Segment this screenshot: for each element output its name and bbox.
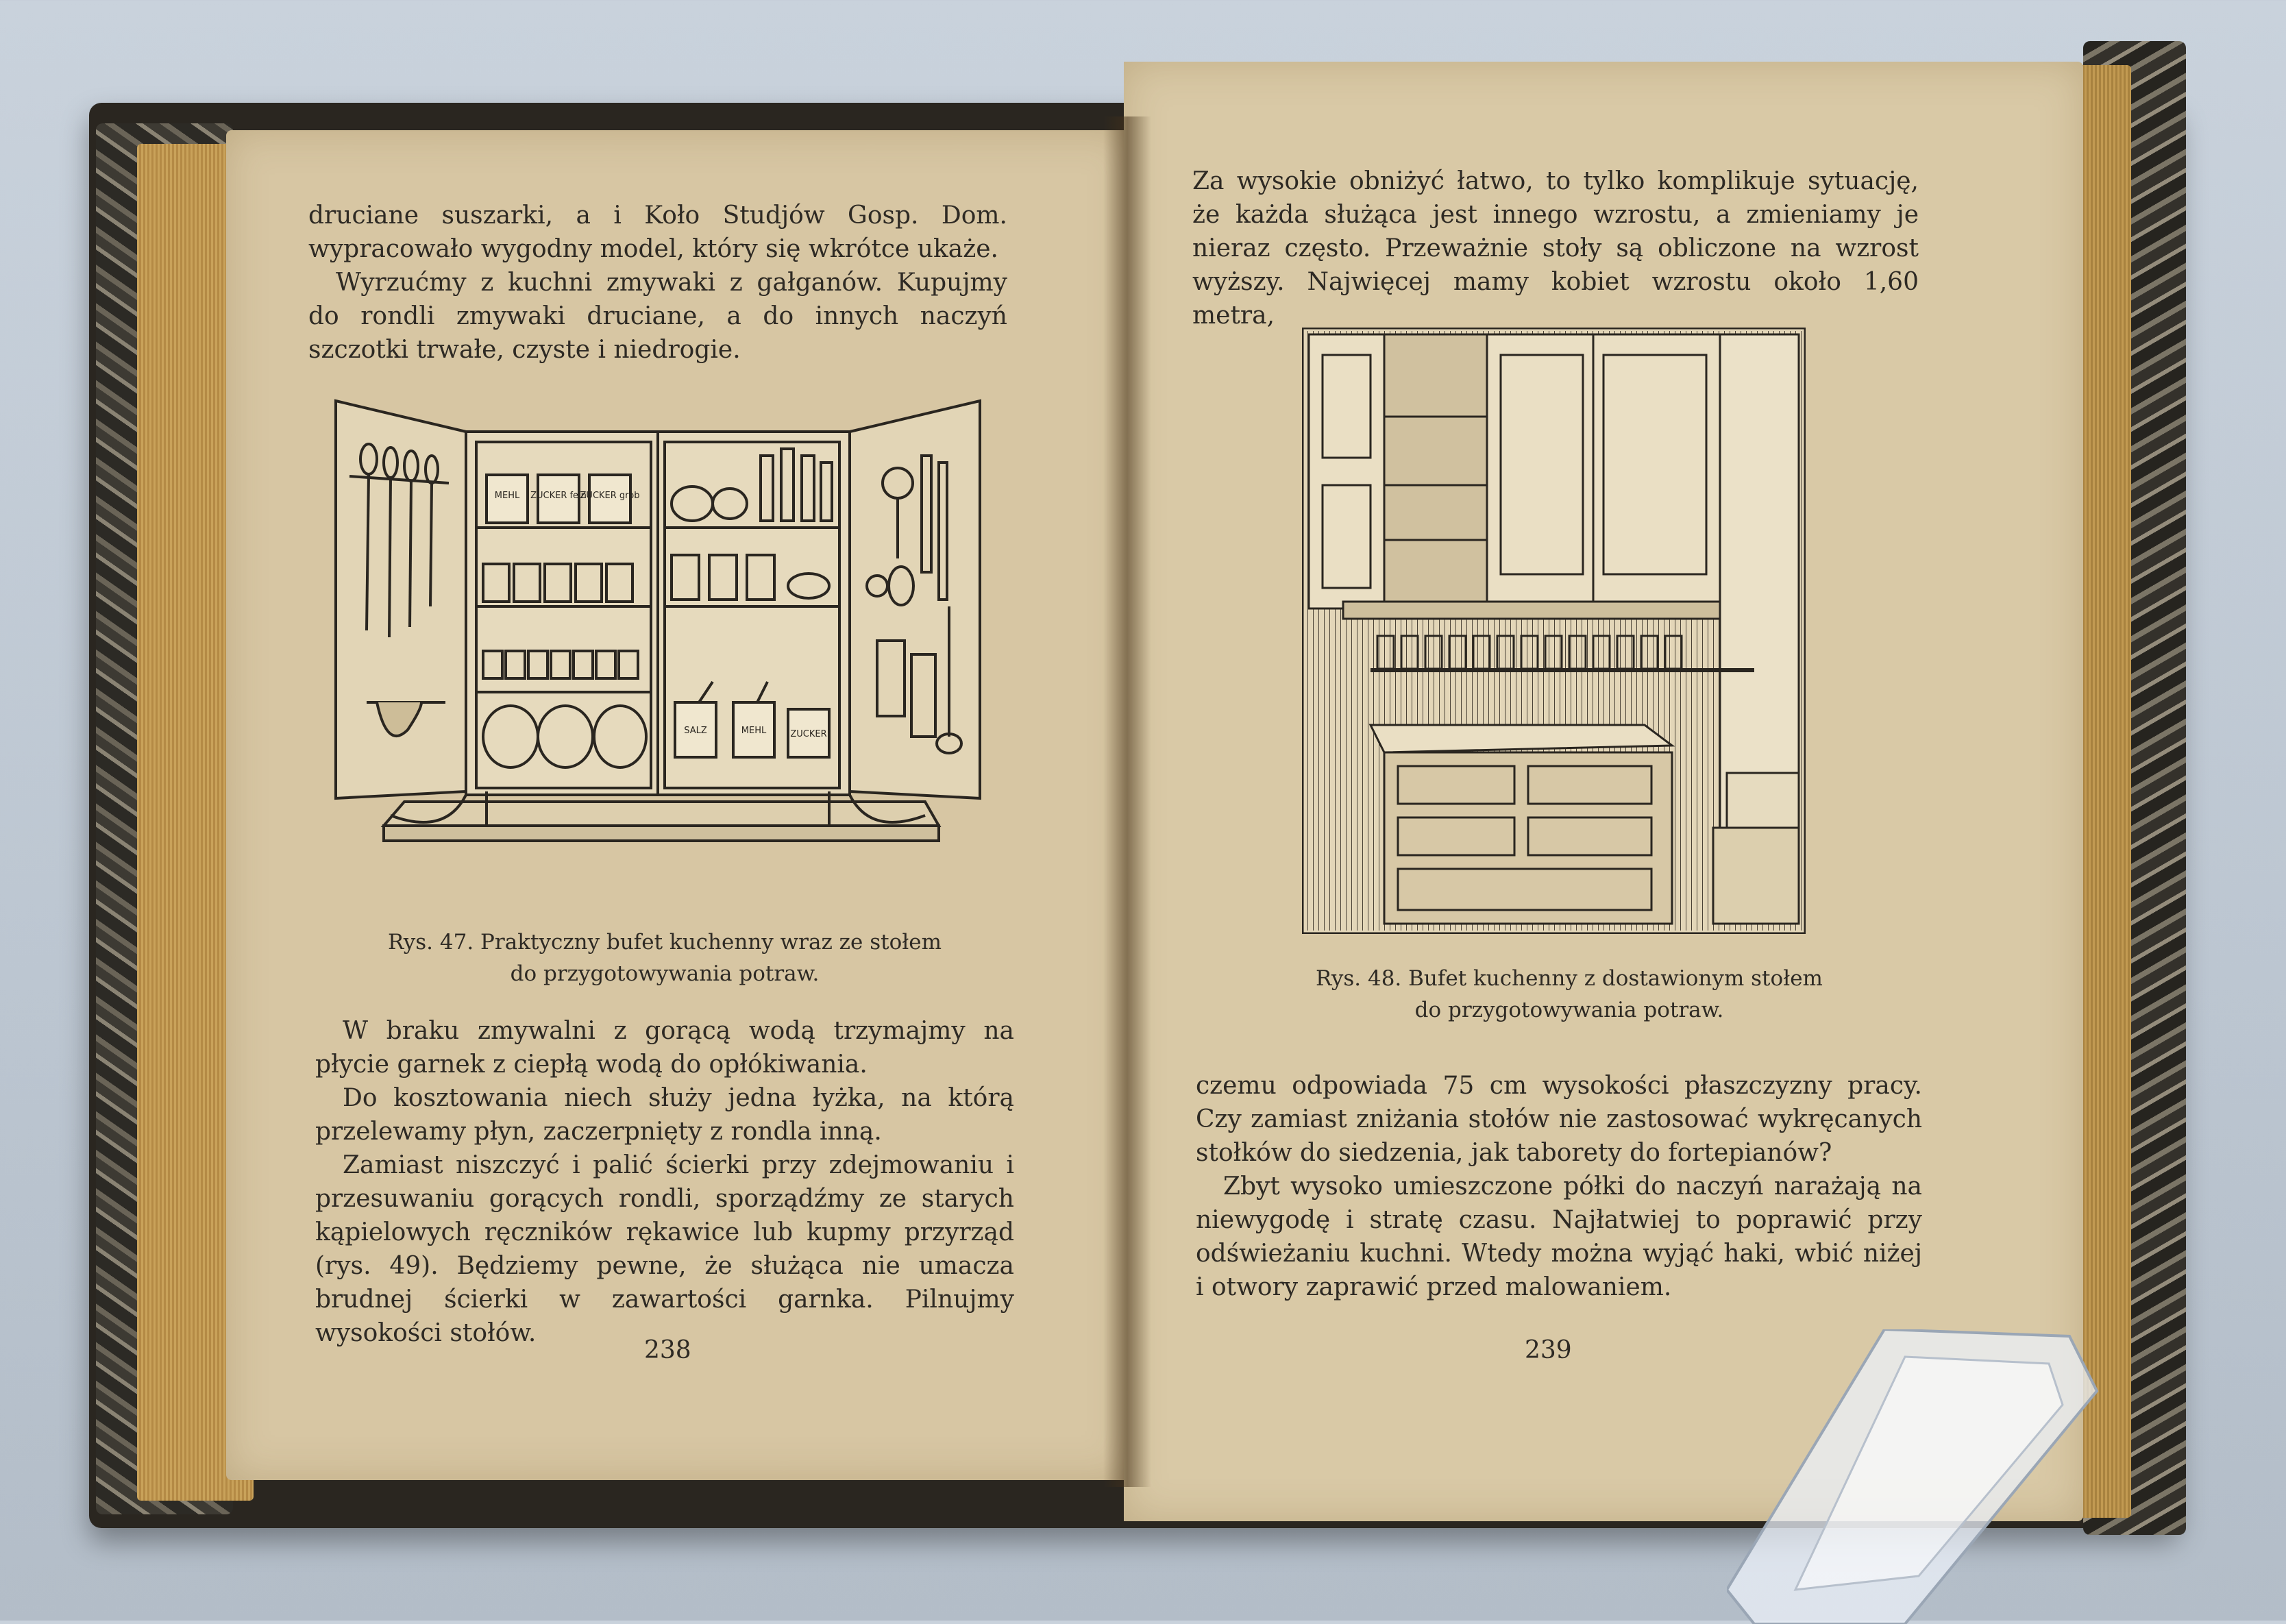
caption-line: do przygotowywania potraw.: [510, 961, 820, 986]
paragraph: Zamiast niszczyć i palić ścierki przy zdejmowaniu i przesuwaniu gorących rondli, sporządźmy ze starych kąpielowych ręczników rękawice lub kupmy przyrząd (rys. 49). Będziemy pewne, że służąca nie umacza brudnej ścierki w zawartości garnka. Pilnujmy wysokości stołów.: [315, 1151, 1014, 1347]
paragraph: Wyrzućmy z kuchni zmywaki z gałganów. Kupujmy do rondli zmywaki druciane, a do innych naczyń szczotki trwałe, czyste i niedrogie.: [308, 269, 1007, 364]
paragraph: Zbyt wysoko umieszczone półki do naczyń narażają na niewygodę i stratę czasu. Najłatwiej to poprawić przy odświeżaniu kuchni. Wtedy można wyjąć haki, wbić niżej i otwory zaprawić przed malowaniem.: [1196, 1172, 1922, 1301]
paragraph: W braku zmywalni z gorącą wodą trzymajmy na płycie garnek z ciepłą wodą do opłókiwania.: [315, 1017, 1014, 1079]
page-number: 238: [644, 1336, 691, 1364]
jar-label: ZUCKER: [790, 729, 827, 739]
paragraph: Do kosztowania niech służy jedna łyżka, na którą przelewamy płyn, zaczerpnięty z rondla inną.: [315, 1084, 1014, 1146]
jar-label: ZUCKER fein: [530, 491, 587, 501]
figure-48-caption: [1227, 963, 1912, 1026]
right-page-bottom-text: [1196, 1069, 1922, 1304]
book-gutter: [1103, 116, 1151, 1487]
caption-line: do przygotowywania potraw.: [1414, 998, 1724, 1022]
figure-47-kitchen-cabinet: [329, 380, 1000, 908]
right-page-top-text: [1192, 164, 1919, 332]
jar-label: ZUCKER grob: [580, 491, 640, 501]
caption-line: Rys. 47. Praktyczny bufet kuchenny wraz ze stołem: [387, 930, 942, 955]
jar-label: SALZ: [684, 726, 707, 736]
jar-label: MEHL: [741, 726, 767, 736]
page-number: 239: [1525, 1336, 1572, 1364]
figure-48-kitchen-buffet: [1302, 328, 1806, 934]
paragraph: Za wysokie obniżyć łatwo, to tylko komplikuje sytuację, że każda służąca jest innego wzrostu, a zmieniamy je nieraz często. Przeważnie stoły są obliczone na wzrost wyższy. Najwięcej mamy kobiet wzrostu około 1,60 metra,: [1192, 167, 1919, 330]
left-page-bottom-text: [315, 1014, 1014, 1350]
acrylic-page-holder: [1727, 1329, 2111, 1624]
caption-line: Rys. 48. Bufet kuchenny z dostawionym stołem: [1316, 966, 1823, 991]
jar-label: MEHL: [494, 491, 520, 501]
left-page-top-text: [308, 199, 1007, 367]
figure-47-caption: [322, 926, 1007, 989]
paragraph: druciane suszarki, a i Koło Studjów Gosp. Dom. wypracowało wygodny model, który się wkrótce ukaże.: [308, 201, 1007, 263]
paragraph: czemu odpowiada 75 cm wysokości płaszczyzny pracy. Czy zamiast zniżania stołów nie zastosować wykręcanych stołków do siedzenia, jak taborety do fortepianów?: [1196, 1072, 1922, 1167]
